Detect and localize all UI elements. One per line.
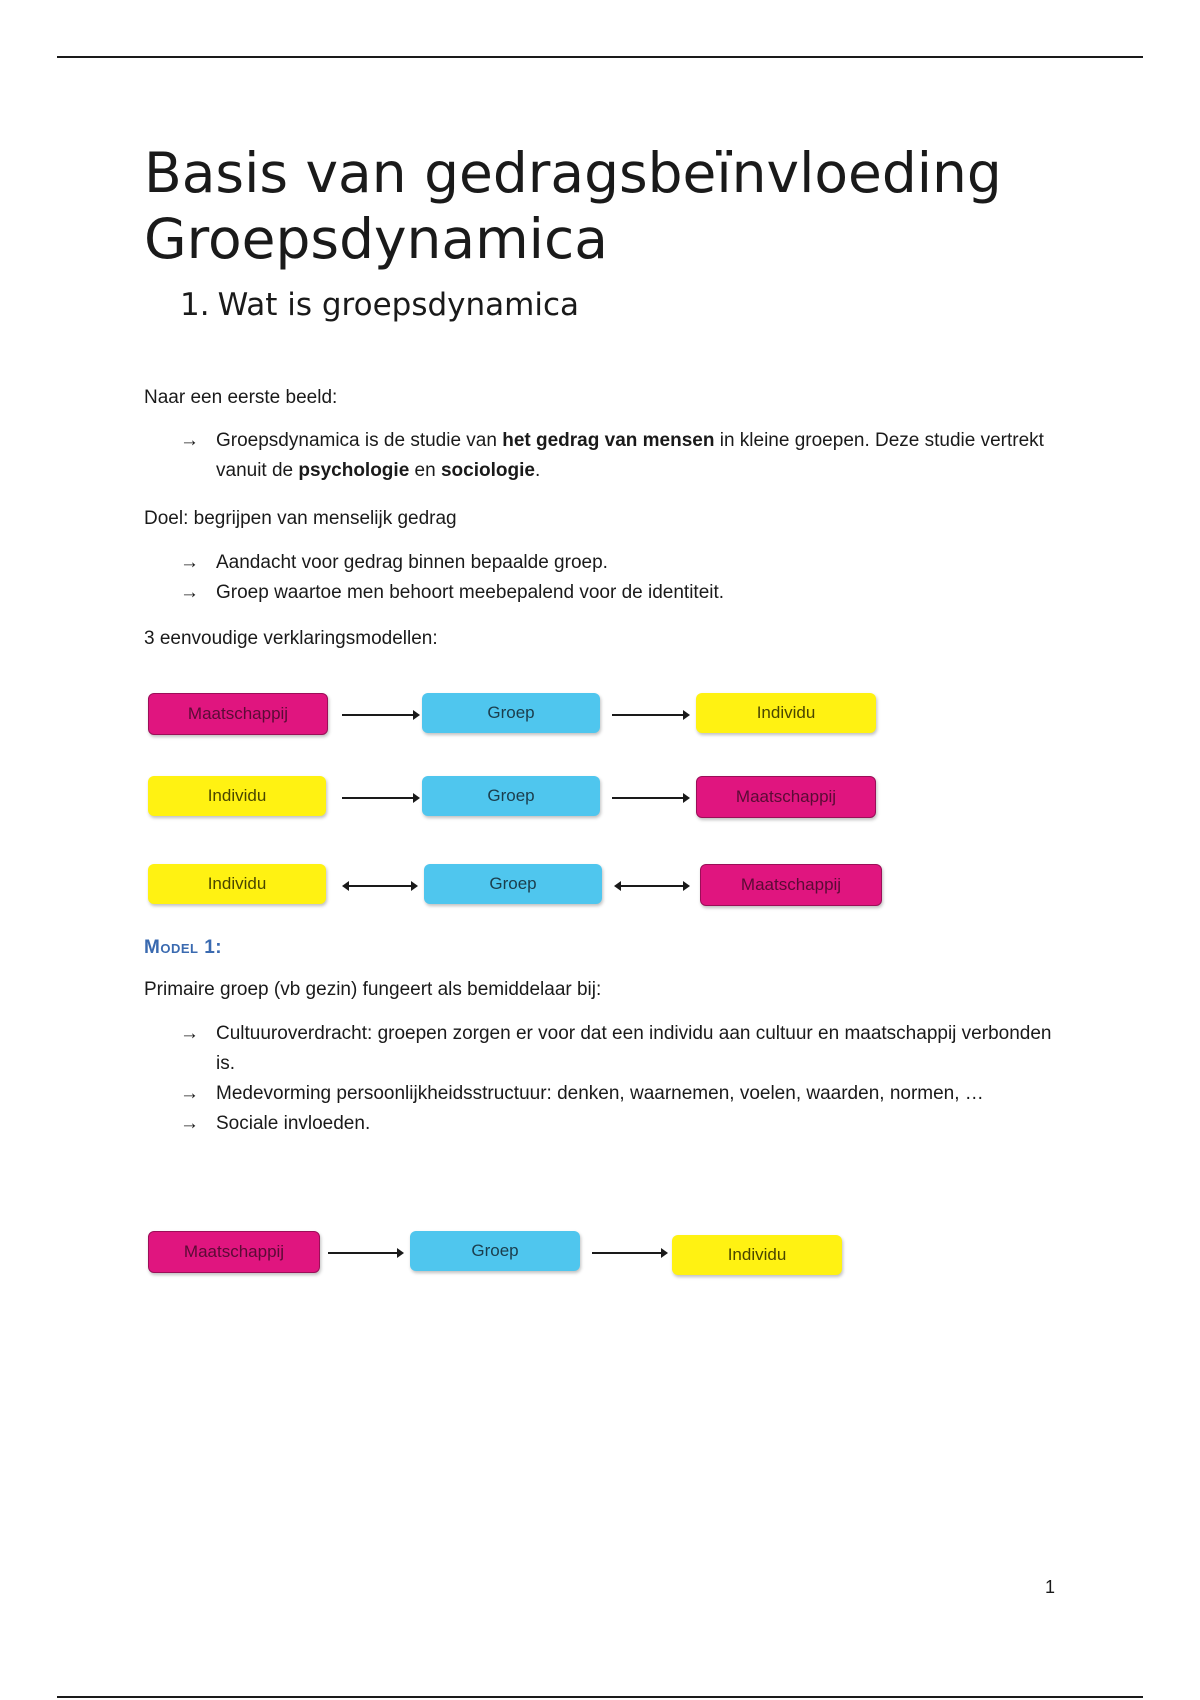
bottom-rule [57, 1696, 1143, 1698]
box-maatschappij: Maatschappij [148, 693, 328, 735]
box-maatschappij: Maatschappij [148, 1231, 320, 1273]
flow-diagram-3 [148, 864, 888, 908]
list-item [180, 578, 1064, 608]
box-groep: Groep [422, 776, 600, 816]
models-lead: 3 eenvoudige verklaringsmodellen: [144, 628, 438, 649]
flow-diagram-1 [148, 693, 888, 737]
arrow-right-icon: → [180, 1023, 199, 1044]
box-maatschappij: Maatschappij [700, 864, 882, 906]
box-maatschappij: Maatschappij [696, 776, 876, 818]
arrow-connector [612, 714, 688, 716]
section-heading [180, 285, 1064, 325]
list-item [180, 1019, 1064, 1079]
model1-heading: Model 1: [144, 937, 223, 958]
models-lead-block [144, 624, 1064, 654]
arrow-connector [328, 1252, 402, 1254]
list-item [180, 426, 1064, 486]
doel-block [144, 504, 1064, 608]
arrow-right-icon: → [180, 1113, 199, 1134]
arrow-right-icon: → [180, 430, 199, 451]
title-line-1: Basis van gedragsbeïnvloeding [144, 141, 1002, 205]
intro-lead: Naar een eerste beeld: [144, 387, 338, 408]
text-run: in kleine groepen. Deze studie vertrekt vanuit de [216, 430, 1044, 481]
document-body [144, 140, 1064, 325]
bold-run: het gedrag van mensen [502, 430, 715, 451]
bold-run: sociologie [440, 460, 535, 481]
list-item [180, 1079, 1064, 1109]
arrow-connector [342, 797, 418, 799]
bold-run: psychologie [298, 460, 410, 481]
arrow-right-icon: → [180, 1083, 199, 1104]
box-groep: Groep [424, 864, 602, 904]
model1-lead: Primaire groep (vb gezin) fungeert als bemiddelaar bij: [144, 979, 602, 1000]
list-item-text: Groep waartoe men behoort meebepalend voor de identiteit. [216, 582, 725, 603]
text-run: Groepsdynamica is de studie van [216, 430, 503, 451]
box-individu: Individu [148, 776, 326, 816]
arrow-connector [342, 714, 418, 716]
box-groep: Groep [410, 1231, 580, 1271]
box-individu: Individu [148, 864, 326, 904]
text-run: en [409, 460, 441, 481]
box-individu: Individu [696, 693, 876, 733]
text-run: . [534, 460, 541, 481]
doel-list [144, 548, 1064, 608]
arrow-connector [612, 797, 688, 799]
list-item-text: Medevorming persoonlijkheidsstructuur: denken, waarnemen, voelen, waarden, normen, … [216, 1083, 984, 1104]
model1-flow-diagram [148, 1231, 888, 1275]
list-item [180, 548, 1064, 578]
arrow-connector [592, 1252, 666, 1254]
arrow-right-icon: → [180, 552, 199, 573]
box-groep: Groep [422, 693, 600, 733]
model1-block [144, 937, 1064, 1139]
list-item-text: Cultuuroverdracht: groepen zorgen er voor dat een individu aan cultuur en maatschappij verbonden is. [216, 1023, 1052, 1074]
intro-block [144, 383, 1064, 486]
box-individu: Individu [672, 1235, 842, 1275]
arrow-right-icon: → [180, 582, 199, 603]
list-item-text: Sociale invloeden. [216, 1113, 371, 1134]
top-rule [57, 56, 1143, 58]
double-arrow-connector [616, 885, 688, 887]
page-number: 1 [1045, 1577, 1056, 1597]
double-arrow-connector [344, 885, 416, 887]
intro-list [144, 426, 1064, 486]
title-line-2: Groepsdynamica [144, 207, 608, 271]
list-item-text: Aandacht voor gedrag binnen bepaalde groep. [216, 552, 608, 573]
list-item [180, 1109, 1064, 1139]
model1-list [144, 1019, 1064, 1139]
doel-lead: Doel: begrijpen van menselijk gedrag [144, 508, 457, 529]
section-number: 1. [180, 287, 210, 323]
flow-diagram-2 [148, 776, 888, 820]
section-label: Wat is groepsdynamica [217, 287, 579, 323]
document-title [144, 140, 1064, 272]
